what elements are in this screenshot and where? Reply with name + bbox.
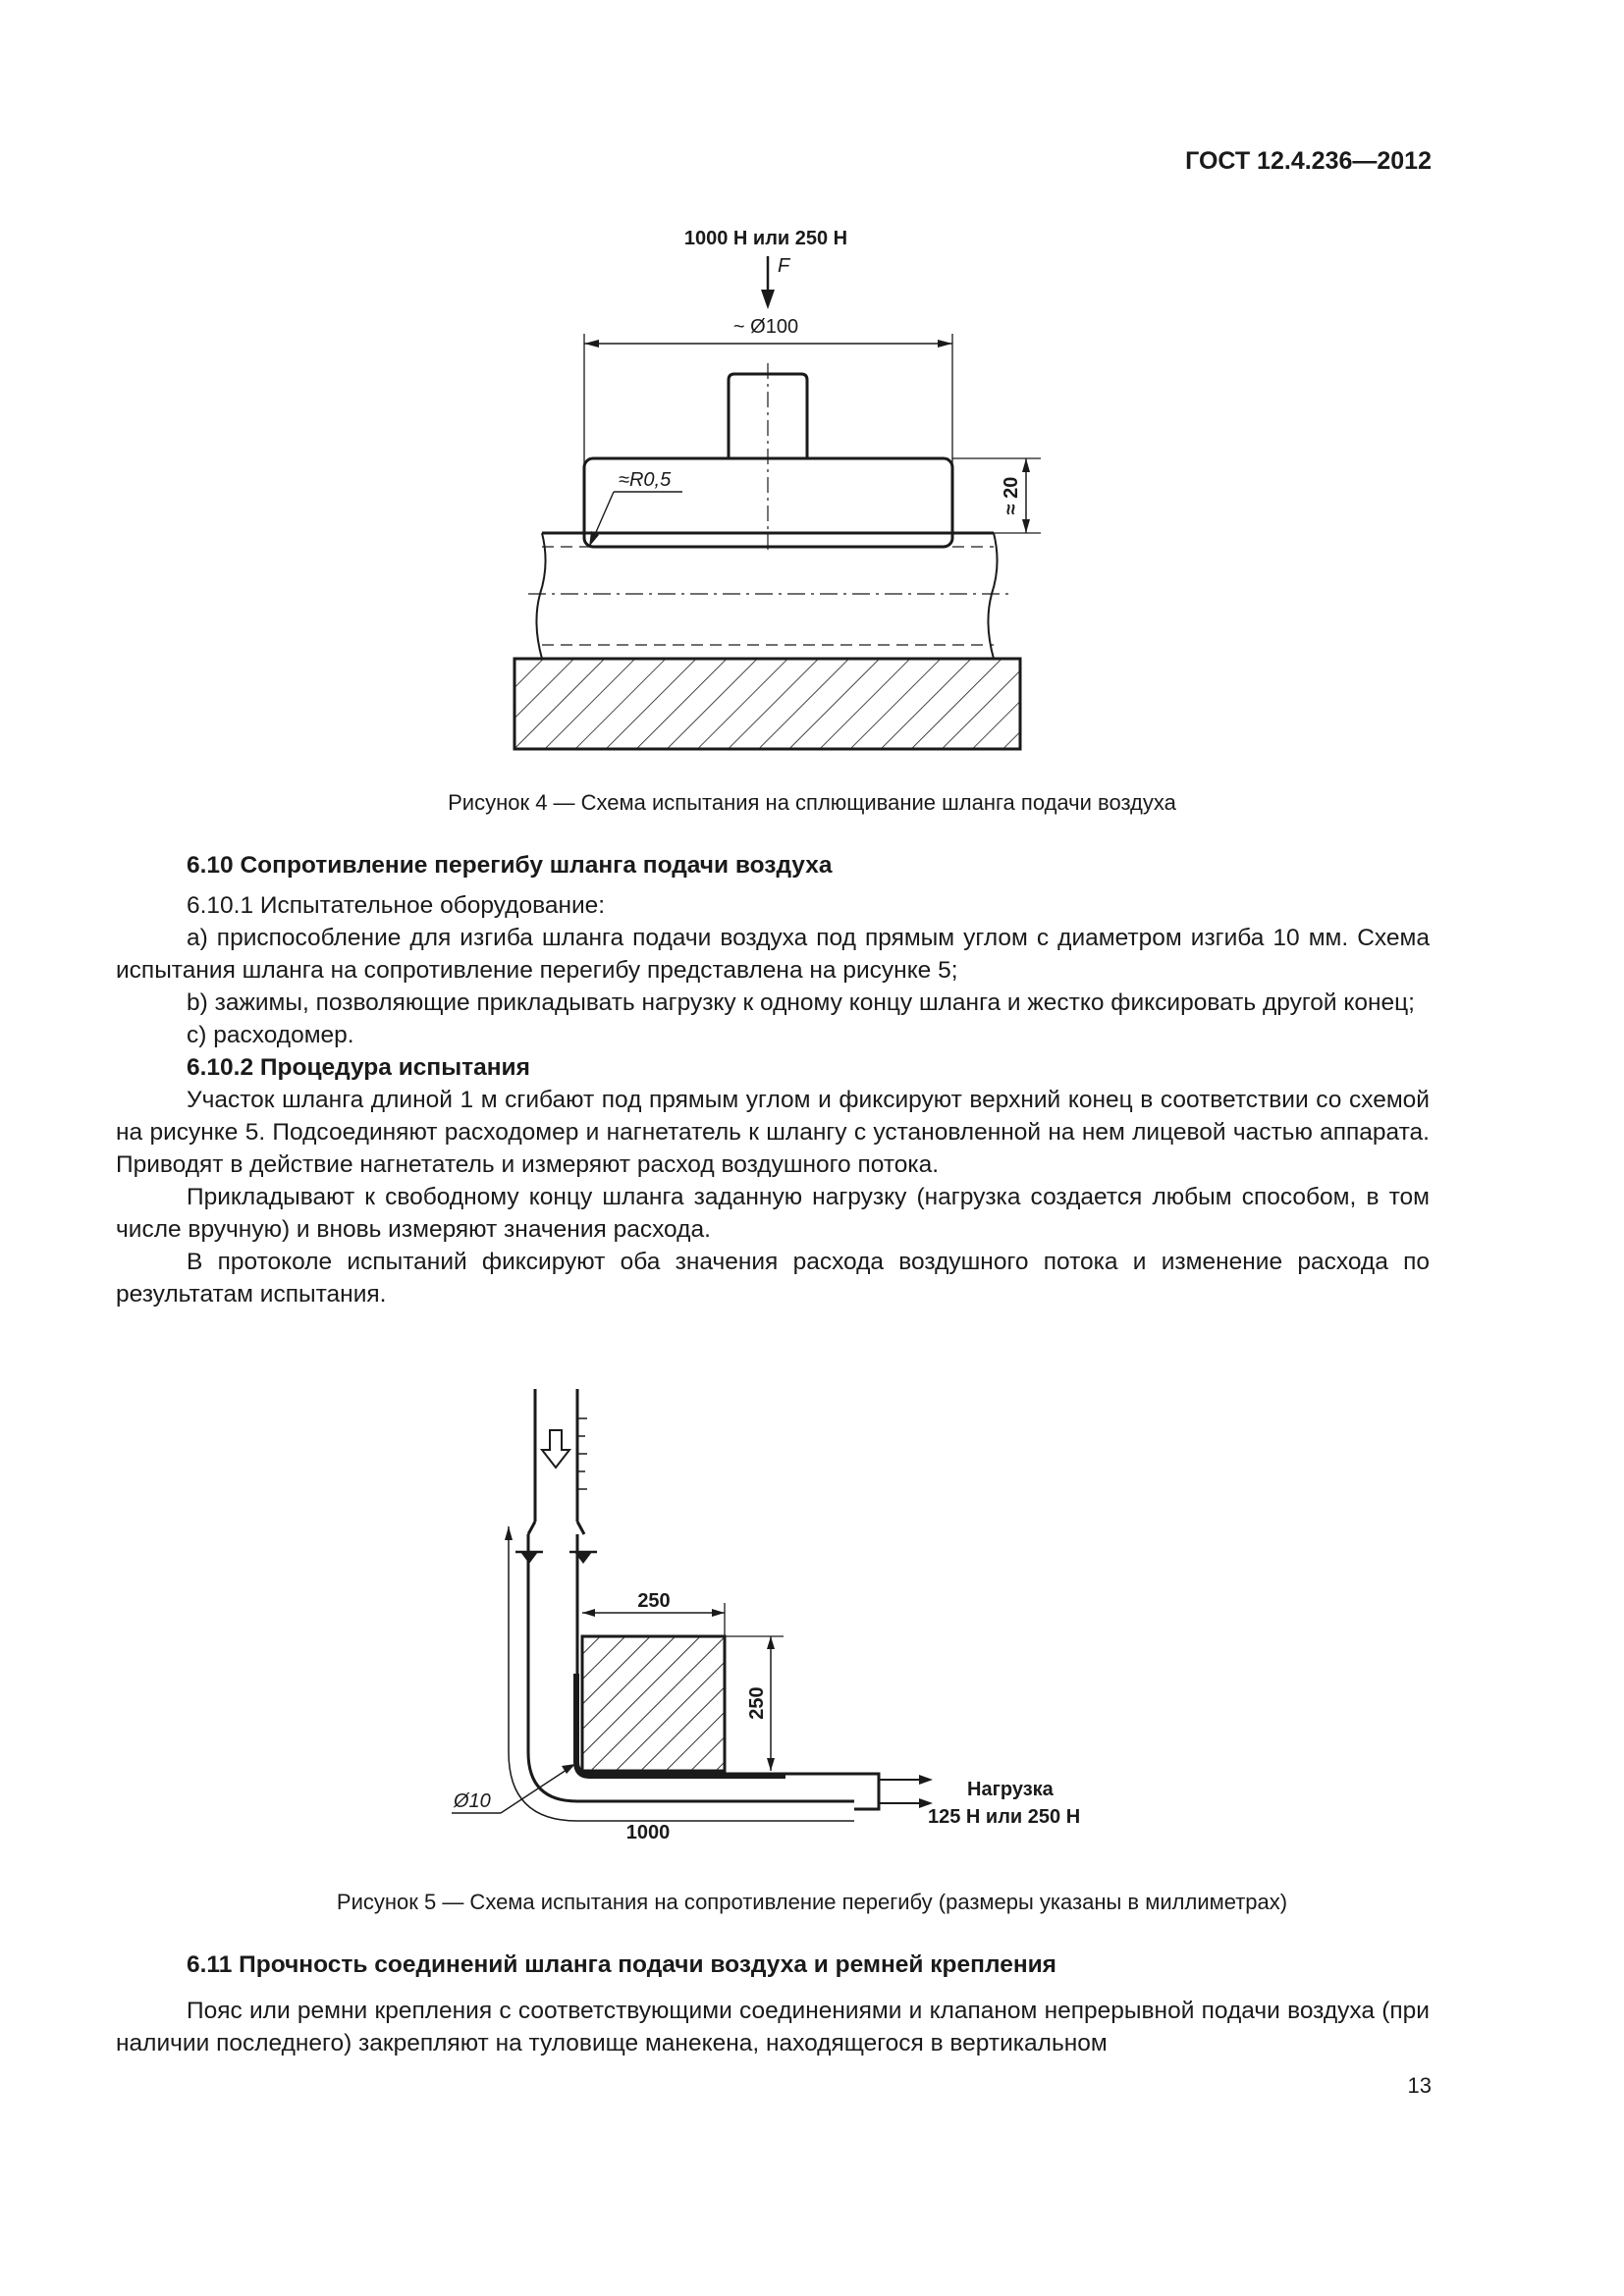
section-6-11	[116, 1949, 1430, 2059]
load-clamp	[854, 1774, 879, 1809]
section-6-10	[116, 849, 1430, 1310]
section-6-10-2-title: 6.10.2 Процедура испытания	[187, 1054, 530, 1081]
paragraph: 6.10.1 Испытательное оборудование:	[187, 892, 606, 919]
air-flow-arrow-icon	[542, 1430, 569, 1468]
figure-4-diagram	[471, 211, 1041, 761]
bending-mandrel	[582, 1636, 725, 1771]
diameter-label: Ø10	[454, 1790, 491, 1812]
paragraph: Прикладывают к свободному концу шланга заданную нагрузку (нагрузка создается любым способом, в том числе вручную) и вновь измеряют значения расхода.	[116, 1184, 1430, 1243]
page-number: 13	[1407, 2073, 1432, 2098]
force-label: 1000 Н или 250 Н	[683, 228, 848, 249]
height-arrow-top-icon	[1022, 458, 1030, 472]
base-support	[514, 659, 1020, 749]
width-arrow-right-icon	[712, 1609, 725, 1617]
height-arrow-top-icon	[767, 1636, 775, 1649]
hose-break-right	[988, 533, 997, 659]
width-label: 250	[637, 1590, 671, 1612]
standard-number: ГОСТ 12.4.236—2012	[1185, 147, 1432, 175]
length-arrow-top-icon	[505, 1526, 513, 1540]
section-6-11-title: 6.11 Прочность соединений шланга подачи воздуха и ремней крепления	[187, 1951, 1056, 1978]
section-6-10-title: 6.10 Сопротивление перегибу шланга подачи воздуха	[187, 852, 833, 879]
dim-arrow-right-icon	[938, 340, 952, 347]
figure-5-diagram	[432, 1379, 1139, 1850]
force-symbol: F	[778, 255, 790, 277]
paragraph: Пояс или ремни крепления с соответствующими соединениями и клапаном непрерывной подачи воздуха (при наличии последнего) закрепляют на туловище манекена, находящегося в вертикальном	[116, 1998, 1430, 2056]
force-arrow-icon	[761, 290, 775, 309]
load-value: 125 Н или 250 Н	[928, 1806, 1081, 1828]
paragraph: b) зажимы, позволяющие прикладывать нагрузку к одному концу шланга и жестко фиксировать другой конец;	[187, 989, 1415, 1016]
paragraph: c) расходомер.	[187, 1022, 354, 1048]
height-arrow-bottom-icon	[767, 1758, 775, 1771]
height-label: ≈ 20	[1001, 476, 1022, 515]
length-label: 1000	[625, 1822, 671, 1843]
figure-5-caption: Рисунок 5 — Схема испытания на сопротивление перегибу (размеры указаны в миллиметрах)	[336, 1890, 1288, 1914]
dim-arrow-left-icon	[584, 340, 599, 347]
load-arrow-top-icon	[919, 1775, 933, 1785]
pipe-taper-left	[528, 1522, 535, 1534]
hose-break-left	[536, 533, 545, 659]
figure-4-caption: Рисунок 4 — Схема испытания на сплющивание шланга подачи воздуха	[448, 790, 1176, 815]
paragraph: a) приспособление для изгиба шланга подачи воздуха под прямым углом с диаметром изгиба 10 мм. Схема испытания шланга на сопротивление перегибу представлена на рисунке 5;	[116, 925, 1430, 984]
radius-label: ≈R0,5	[619, 469, 672, 491]
paragraph: Участок шланга длиной 1 м сгибают под прямым углом и фиксируют верхний конец в соответствии со схемой на рисунке 5. Подсоединяют расходомер и нагнетатель к шлангу с установленной на нем лицевой частью аппарата. Приводят в действие нагнетатель и измеряют расход воздушного потока.	[116, 1087, 1430, 1178]
height-arrow-bottom-icon	[1022, 519, 1030, 533]
width-arrow-left-icon	[582, 1609, 595, 1617]
pipe-taper-right	[577, 1522, 584, 1534]
diameter-label: ~ Ø100	[732, 316, 799, 338]
paragraph: В протоколе испытаний фиксируют оба значения расхода воздушного потока и изменение расхода по результатам испытания.	[116, 1249, 1430, 1308]
load-label: Нагрузка	[967, 1779, 1054, 1800]
height-label: 250	[746, 1686, 768, 1720]
